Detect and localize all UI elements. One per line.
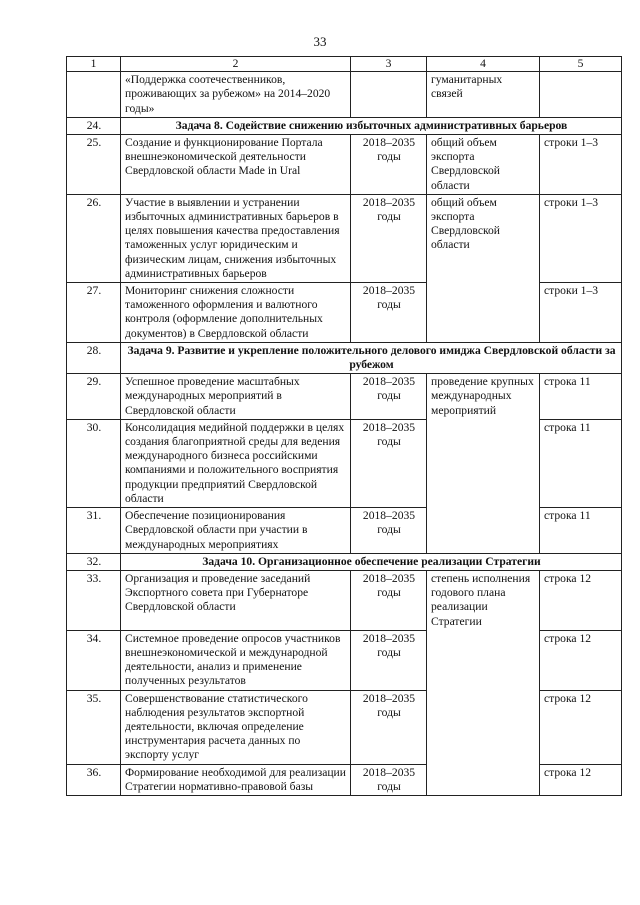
- row-ref: строка 11: [540, 374, 622, 420]
- table-row: [67, 630, 622, 690]
- table-row: [67, 690, 622, 764]
- row-period: [351, 72, 427, 118]
- row-period: 2018–2035 годы: [351, 135, 427, 195]
- row-indicator: проведение крупных международных мероприятий: [427, 374, 540, 420]
- row-ref: строка 12: [540, 690, 622, 764]
- row-indicator: [427, 630, 540, 690]
- row-period: 2018–2035 годы: [351, 194, 427, 282]
- col-header-4: 4: [427, 57, 540, 72]
- row-period: 2018–2035 годы: [351, 508, 427, 554]
- row-indicator: [427, 690, 540, 764]
- table-row: [67, 764, 622, 795]
- task-title: Задача 9. Развитие и укрепление положительного делового имиджа Свердловской области за рубежом: [121, 342, 622, 373]
- table-row: [67, 135, 622, 195]
- table-row: [67, 570, 622, 630]
- row-indicator: [427, 419, 540, 507]
- row-number: 28.: [67, 342, 121, 373]
- row-period: 2018–2035 годы: [351, 630, 427, 690]
- col-header-1: 1: [67, 57, 121, 72]
- table-row: [67, 374, 622, 420]
- strategy-table: [66, 56, 622, 796]
- row-number: 31.: [67, 508, 121, 554]
- row-number: 33.: [67, 570, 121, 630]
- row-indicator: общий объем экспорта Свердловской области: [427, 194, 540, 282]
- table-row: [67, 72, 622, 118]
- row-measure: Организация и проведение заседаний Экспортного совета при Губернаторе Свердловской области: [121, 570, 351, 630]
- task-row: [67, 553, 622, 570]
- row-ref: строки 1–3: [540, 194, 622, 282]
- row-number: 34.: [67, 630, 121, 690]
- task-row: [67, 342, 622, 373]
- col-header-2: 2: [121, 57, 351, 72]
- table-row: [67, 283, 622, 343]
- col-header-5: 5: [540, 57, 622, 72]
- row-number: 32.: [67, 553, 121, 570]
- row-ref: строка 12: [540, 630, 622, 690]
- row-indicator: [427, 283, 540, 343]
- row-number: 30.: [67, 419, 121, 507]
- row-ref: строка 12: [540, 764, 622, 795]
- table-row: [67, 508, 622, 554]
- task-title: Задача 8. Содействие снижению избыточных административных барьеров: [121, 117, 622, 134]
- column-header-row: [67, 57, 622, 72]
- row-number: 36.: [67, 764, 121, 795]
- row-measure: Системное проведение опросов участников внешнеэкономической и международной деятельности, анализ и применение полученных результатов: [121, 630, 351, 690]
- row-measure: «Поддержка соотечественников, проживающих за рубежом» на 2014–2020 годы»: [121, 72, 351, 118]
- row-ref: строки 1–3: [540, 283, 622, 343]
- row-period: 2018–2035 годы: [351, 570, 427, 630]
- row-number: 27.: [67, 283, 121, 343]
- row-number: 24.: [67, 117, 121, 134]
- row-measure: Консолидация медийной поддержки в целях создания благоприятной среды для ведения международного бизнеса российскими компаниями и положительного восприятия продукции предприятий Свердловской области: [121, 419, 351, 507]
- row-period: 2018–2035 годы: [351, 419, 427, 507]
- row-ref: строка 11: [540, 419, 622, 507]
- row-indicator: общий объем экспорта Свердловской области: [427, 135, 540, 195]
- row-indicator: степень исполнения годового плана реализации Стратегии: [427, 570, 540, 630]
- row-measure: Участие в выявлении и устранении избыточных административных барьеров в целях повышения качества предоставления таможенных услуг юридическим и физическим лицам, снижения избыточных административных барьеров: [121, 194, 351, 282]
- row-ref: строка 11: [540, 508, 622, 554]
- row-measure: Совершенствование статистического наблюдения результатов экспортной деятельности, включая определение инструментария расчета данных по экспорту услуг: [121, 690, 351, 764]
- page-number: 33: [313, 34, 327, 49]
- row-period: 2018–2035 годы: [351, 690, 427, 764]
- col-header-3: 3: [351, 57, 427, 72]
- task-row: [67, 117, 622, 134]
- row-indicator: [427, 764, 540, 795]
- row-measure: Успешное проведение масштабных международных мероприятий в Свердловской области: [121, 374, 351, 420]
- row-indicator: гуманитарных связей: [427, 72, 540, 118]
- row-period: 2018–2035 годы: [351, 374, 427, 420]
- row-indicator: [427, 508, 540, 554]
- row-measure: Мониторинг снижения сложности таможенного оформления и валютного контроля (оформление дополнительных документов) в Свердловской области: [121, 283, 351, 343]
- row-measure: Создание и функционирование Портала внешнеэкономической деятельности Свердловской области Made in Ural: [121, 135, 351, 195]
- task-title: Задача 10. Организационное обеспечение реализации Стратегии: [121, 553, 622, 570]
- row-period: 2018–2035 годы: [351, 283, 427, 343]
- row-number: 35.: [67, 690, 121, 764]
- row-ref: [540, 72, 622, 118]
- row-measure: Формирование необходимой для реализации Стратегии нормативно-правовой базы: [121, 764, 351, 795]
- row-period: 2018–2035 годы: [351, 764, 427, 795]
- row-number: 29.: [67, 374, 121, 420]
- row-number: [67, 72, 121, 118]
- row-measure: Обеспечение позиционирования Свердловской области при участии в международных мероприятиях: [121, 508, 351, 554]
- row-ref: строки 1–3: [540, 135, 622, 195]
- table-row: [67, 194, 622, 282]
- row-number: 25.: [67, 135, 121, 195]
- row-number: 26.: [67, 194, 121, 282]
- row-ref: строка 12: [540, 570, 622, 630]
- table-row: [67, 419, 622, 507]
